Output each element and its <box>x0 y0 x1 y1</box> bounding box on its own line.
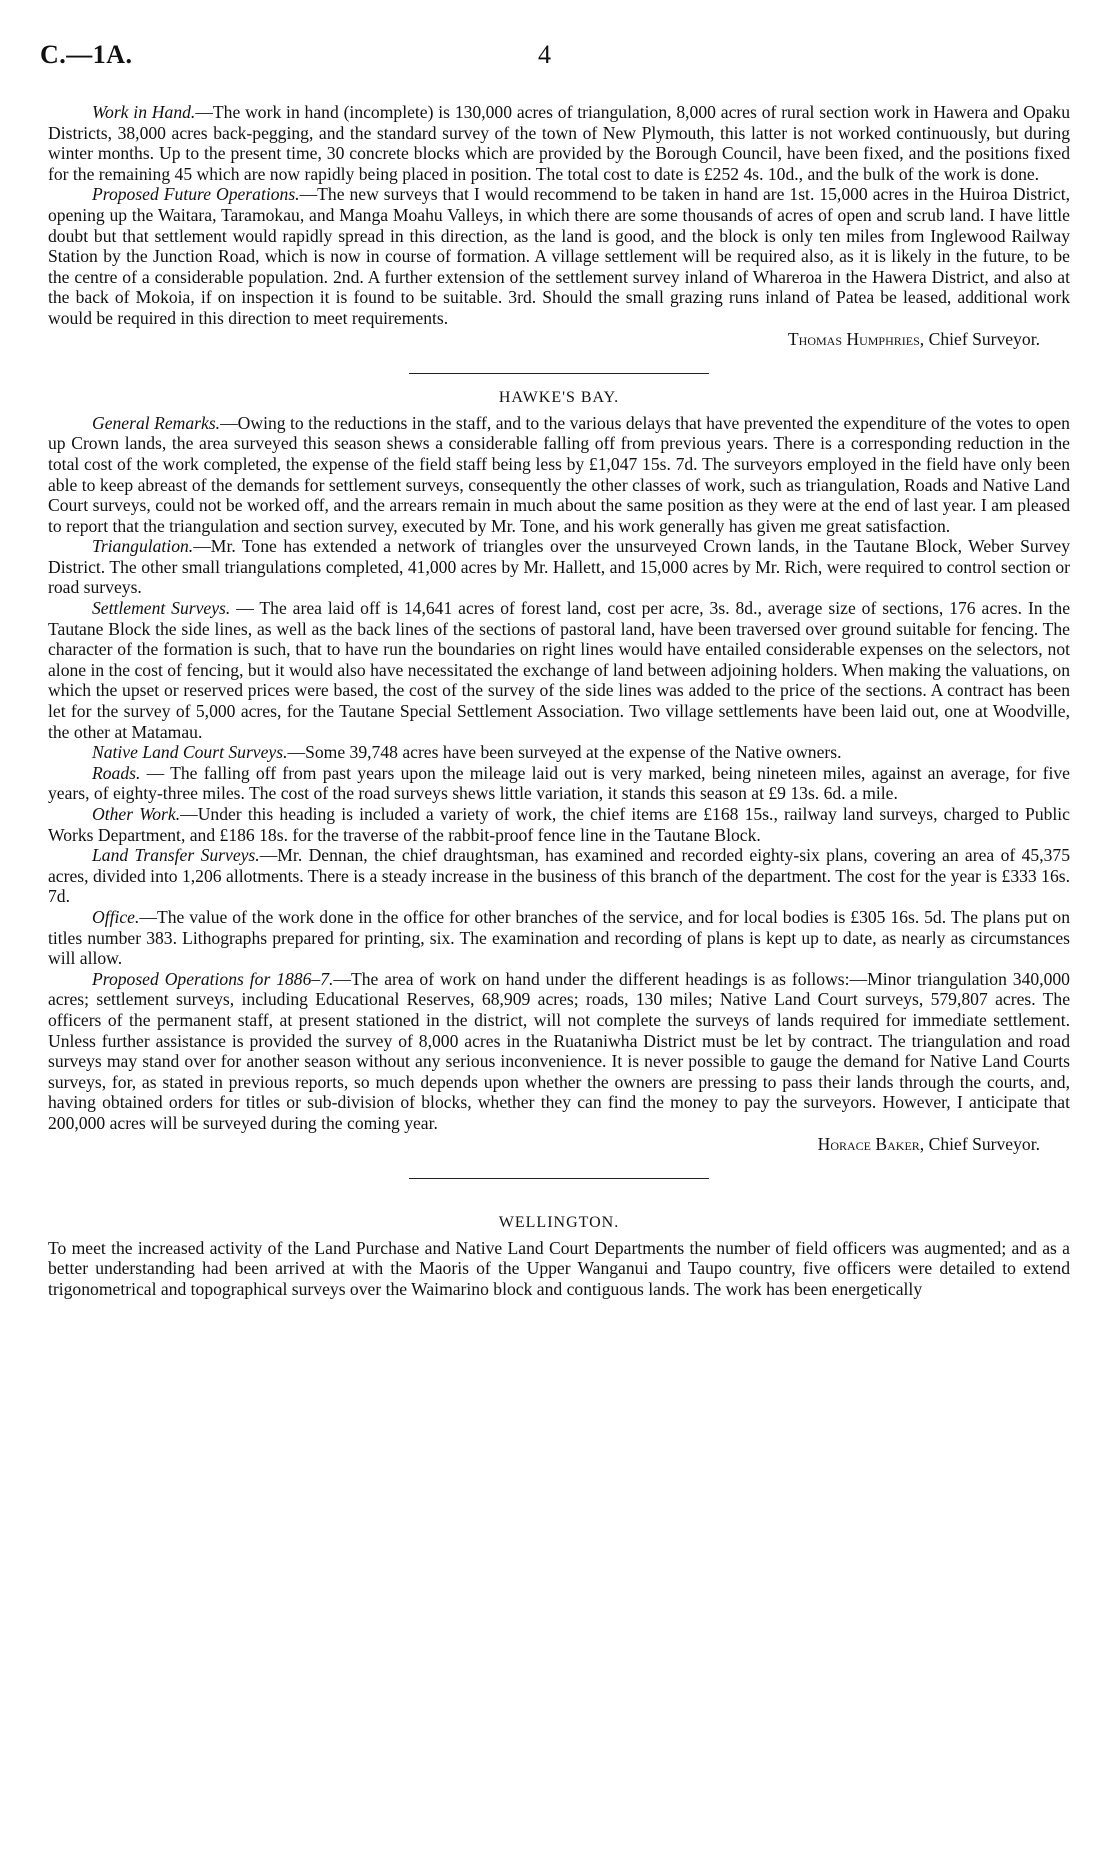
wellington-section <box>48 1213 1070 1299</box>
document-reference: C.—1A. <box>40 40 133 69</box>
paragraph-label: Land Transfer Surveys. <box>92 845 260 866</box>
paragraph-proposed-operations <box>48 184 1070 328</box>
section-divider <box>409 1178 709 1179</box>
paragraph-text: —Owing to the reductions in the staff, and to the various delays that have prevented the expenditure of the votes to open up Crown lands, the area surveyed this season shews a considerable falling off from previous years. There is a corresponding reduction in the total cost of the work completed, the expense of the field staff being less by £1,047 15s. 7d. The surveyors employed in the field have only been able to keep abreast of the demands for settlement surveys, consequently the other classes of work, such as triangulation, Roads and Native Land Court surveys, could not be worked off, and the arrears remain in much about the same position as they were at the end of last year. I am pleased to report that the triangulation and section survey, executed by Mr. Tone, and his work generally has given me great satisfaction. <box>48 412 1070 536</box>
paragraph-work-in-hand <box>48 102 1070 184</box>
paragraph-proposed-1886 <box>48 969 1070 1134</box>
paragraph-text: —The area of work on hand under the different headings is as follows:—Minor triangulation 340,000 acres; settlement surveys, including Educational Reserves, 68,909 acres; roads, 130 miles; Native Land Court surveys, 579,807 acres. The officers of the permanent staff, at present stationed in the district, will not complete the surveys of lands required for immediate settlement. Unless further assistance is provided the survey of 8,000 acres in the Ruataniwha District must be let by contract. The triangulation and road surveys may stand over for another season without any serious inconvenience. It is never possible to gauge the demand for Native Land Courts surveys, for, as stated in previous reports, so much depends upon whether the owners are pressing to pass their lands through the courts, and, having obtained orders for titles or sub-division of blocks, whether they can find the money to pay the surveyors. However, I anticipate that 200,000 acres will be surveyed during the coming year. <box>48 968 1070 1133</box>
paragraph-text: —Mr. Tone has extended a network of triangles over the unsurveyed Crown lands, in the Tautane Block, Weber Survey District. The other small triangulations completed, 41,000 acres by Mr. Hallett, and 15,000 acres by Mr. Rich, were required to control section or road surveys. <box>48 536 1070 598</box>
section-divider <box>409 373 709 374</box>
paragraph-label: Office. <box>92 906 140 927</box>
signature-humphries <box>48 329 1070 350</box>
paragraph-roads <box>48 763 1070 804</box>
paragraph-text: —Mr. Dennan, the chief draughtsman, has examined and recorded eighty-six plans, covering an area of 45,375 acres, divided into 1,206 allotments. There is a steady increase in the business of this branch of the department. The cost for the year is £333 16s. 7d. <box>48 845 1071 907</box>
paragraph-label: Proposed Future Operations. <box>92 184 300 205</box>
signature-name: Horace Baker, <box>817 1133 925 1154</box>
paragraph-label: Work in Hand. <box>92 102 196 122</box>
paragraph-label: Native Land Court Surveys. <box>92 742 288 763</box>
paragraph-land-transfer <box>48 845 1070 907</box>
section-title-hawkes-bay: HAWKE'S BAY. <box>498 389 620 407</box>
signature-name: Thomas Humphries, <box>787 328 925 349</box>
paragraph-text: — The area laid off is 14,641 acres of forest land, cost per acre, 3s. 8d., average size of sections, 176 acres. In the Tautane Block the side lines, as well as the back lines of the sections of pastoral land, have been traversed over ground suitable for fencing. The character of the formation is such, that to have run the boundaries on right lines would have entailed considerable expenses on the selectors, not alone in the cost of fencing, but it would also have necessitated the exchange of land between adjoining holders. When making the valuations, on which the upset or reserved prices were based, the cost of the survey of the side lines was added to the price of the sections. A contract has been let for the survey of 5,000 acres, for the Tautane Special Settlement Association. Two village settlements have been laid out, one at Woodville, the other at Matamau. <box>48 598 1071 742</box>
paragraph-native-land-court <box>48 742 1070 763</box>
paragraph-triangulation <box>48 536 1070 598</box>
paragraph-text: —Some 39,748 acres have been surveyed at the expense of the Native owners. <box>287 742 842 763</box>
signature-title: Chief Surveyor. <box>924 328 1040 349</box>
paragraph-wellington: To meet the increased activity of the Land Purchase and Native Land Court Departments the number of field officers was augmented; and as a better understanding had been arrived at with the Maoris of the Upper Wanganui and Taupo country, five officers were detailed to extend trigonometrical and topographical surveys over the Waimarino block and contiguous lands. The work has been energetically <box>48 1237 1070 1299</box>
paragraph-office <box>48 907 1070 969</box>
hawkes-bay-section <box>48 388 1070 1154</box>
document-body <box>48 102 1070 1299</box>
paragraph-text: —The new surveys that I would recommend to be taken in hand are 1st. 15,000 acres in the Huiroa District, opening up the Waitara, Taramokau, and Manga Moahu Valleys, in which there are some thousands of acres of open and scrub land. I have little doubt but that settlement would rapidly spread in this direction, as the land is good, and the block is only ten miles from Inglewood Railway Station by the Junction Road, which is now in course of formation. A village settlement will be required also, as it is likely in the future, to be the centre of a considerable population. 2nd. A further extension of the settlement survey inland of Whareroa in the Hawera District, and also at the back of Mokoia, if on inspection it is found to be suitable. 3rd. Should the small grazing runs inland of Patea be leased, additional work would be required in this direction to meet requirements. <box>48 184 1070 328</box>
paragraph-label: Other Work. <box>92 804 181 824</box>
taranaki-section <box>48 102 1070 349</box>
paragraph-label: Triangulation. <box>92 536 194 557</box>
page-number: 4 <box>538 40 551 69</box>
paragraph-text: — The falling off from past years upon the mileage laid out is very marked, being nineteen miles, against an average, for five years, of eighty-three miles. The cost of the road surveys shews little variation, it stands this season at £9 13s. 6d. a mile. <box>48 762 1070 804</box>
signature-baker <box>48 1134 1070 1155</box>
paragraph-settlement-surveys <box>48 598 1070 742</box>
paragraph-label: Proposed Operations for 1886–7. <box>92 968 334 989</box>
paragraph-label: General Remarks. <box>92 412 221 433</box>
page-header <box>40 40 1070 80</box>
paragraph-label: Settlement Surveys. <box>92 598 231 619</box>
paragraph-text: —Under this heading is included a variety of work, the chief items are £168 15s., railway land surveys, charged to Public Works Department, and £186 18s. for the traverse of the rabbit-proof fence line in the Tautane Block. <box>48 804 1070 845</box>
paragraph-general-remarks <box>48 413 1070 537</box>
paragraph-other-work <box>48 804 1070 845</box>
paragraph-label: Roads. <box>92 762 141 783</box>
paragraph-text: —The work in hand (incomplete) is 130,000 acres of triangulation, 8,000 acres of rural section work in Hawera and Opaku Districts, 38,000 acres back-pegging, and the standard survey of the town of New Plymouth, this latter is not worked continuously, but during winter months. Up to the present time, 30 concrete blocks which are provided by the Borough Council, have been fixed, and the positions fixed for the remaining 45 which are now rapidly being placed in position. The total cost to date is £252 4s. 10d., and the bulk of the work is done. <box>48 102 1070 184</box>
paragraph-text: —The value of the work done in the office for other branches of the service, and for local bodies is £305 16s. 5d. The plans put on titles number 383. Lithographs prepared for printing, six. The examination and recording of plans is kept up to date, as nearly as circumstances will allow. <box>48 906 1070 969</box>
signature-title: Chief Surveyor. <box>924 1133 1040 1154</box>
section-title-wellington: WELLINGTON. <box>498 1214 620 1232</box>
